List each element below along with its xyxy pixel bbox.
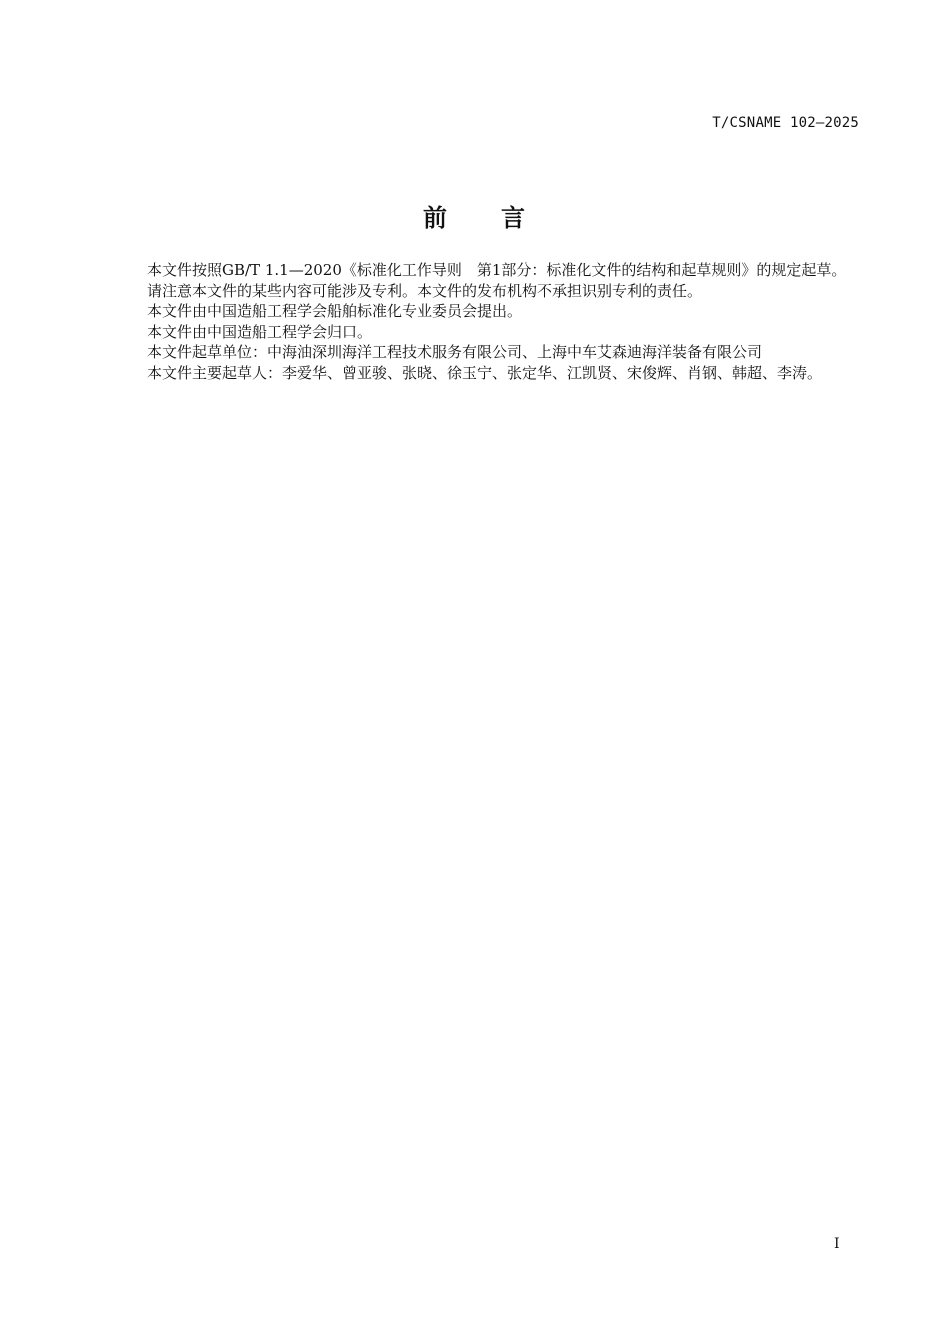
document-code: T/CSNAME 102—2025 xyxy=(712,115,859,131)
paragraph-drafters: 本文件主要起草人：李爱华、曾亚骏、张晓、徐玉宁、张定华、江凯贤、宋俊辉、肖钢、韩超、李涛。 xyxy=(147,363,823,382)
paragraph-managed-by: 本文件由中国造船工程学会归口。 xyxy=(147,322,373,341)
paragraph-drafting-rules: 本文件按照GB/T 1.1—2020《标准化工作导则 第1部分：标准化文件的结构和起草规则》的规定起草。 xyxy=(147,261,847,279)
page-number: I xyxy=(834,1236,840,1252)
foreword-body xyxy=(114,260,860,383)
page-title: 前 言 xyxy=(423,204,527,232)
paragraph-proposed-by: 本文件由中国造船工程学会船舶标准化专业委员会提出。 xyxy=(147,302,523,320)
paragraph-patent-notice: 请注意本文件的某些内容可能涉及专利。本文件的发布机构不承担识别专利的责任。 xyxy=(147,281,703,300)
paragraph-drafting-units: 本文件起草单位：中海油深圳海洋工程技术服务有限公司、上海中车艾森迪海洋装备有限公司 xyxy=(147,343,763,361)
